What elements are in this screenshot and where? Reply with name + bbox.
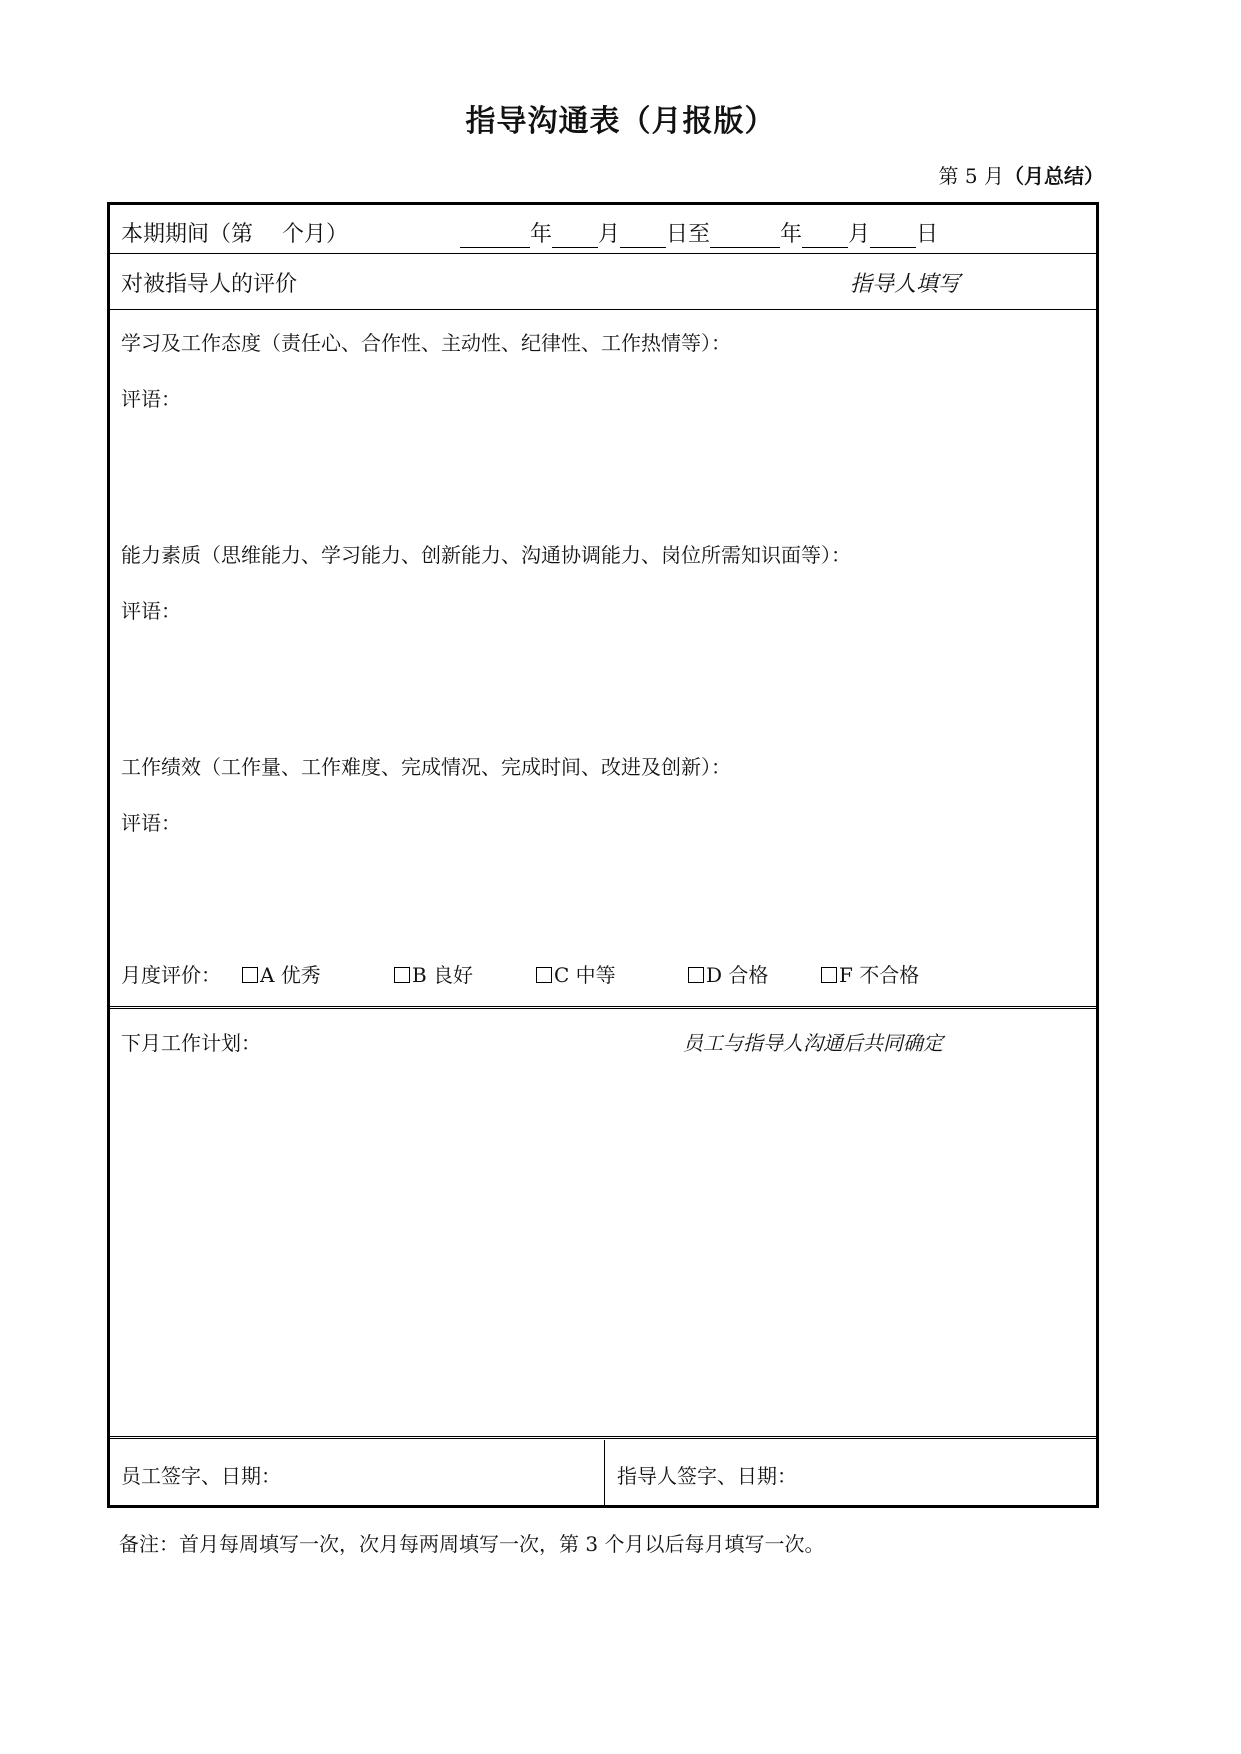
start-month-field[interactable]: [552, 225, 598, 248]
checkbox-icon[interactable]: [536, 967, 552, 983]
end-year-unit: 年: [780, 222, 803, 247]
month-number: 第 5 月: [938, 164, 1004, 188]
footnote: 备注：首月每周填写一次，次月每两周填写一次，第 3 个月以后每月填写一次。: [119, 1532, 825, 1556]
rating-option-a[interactable]: A 优秀: [242, 959, 321, 988]
start-day-field[interactable]: [620, 225, 666, 248]
ability-heading: 能力素质（思维能力、学习能力、创新能力、沟通协调能力、岗位所需知识面等）：: [121, 543, 851, 567]
checkbox-icon[interactable]: [821, 967, 837, 983]
attitude-comment-label: 评语：: [121, 387, 181, 411]
divider: [110, 309, 1096, 310]
end-day-unit: 日: [916, 222, 939, 247]
end-year-field[interactable]: [710, 225, 780, 248]
end-month-unit: 月: [848, 222, 871, 247]
period-label: 本期期间（第 个月）: [121, 222, 348, 247]
checkbox-icon[interactable]: [688, 967, 704, 983]
evaluation-label: 对被指导人的评价: [121, 272, 298, 297]
start-month-unit: 月: [598, 222, 621, 247]
rating-option-d[interactable]: D 合格: [688, 959, 768, 988]
next-month-plan-label: 下月工作计划：: [121, 1031, 261, 1055]
end-day-field[interactable]: [870, 225, 916, 248]
divider: [110, 1006, 1096, 1009]
checkbox-icon[interactable]: [242, 967, 258, 983]
start-year-unit: 年: [530, 222, 553, 247]
monthly-rating: [121, 959, 920, 988]
monthly-rating-label: 月度评价：: [121, 963, 221, 987]
month-summary-tag: （月总结）: [1004, 164, 1104, 188]
start-day-unit: 日至: [666, 222, 711, 247]
divider: [110, 1436, 1096, 1439]
signature-divider: [604, 1440, 605, 1505]
evaluation-filler-note: 指导人填写: [850, 272, 961, 297]
checkbox-icon[interactable]: [394, 967, 410, 983]
month-label: [939, 160, 1104, 189]
employee-signature-label: 员工签字、日期：: [121, 1464, 281, 1488]
performance-comment-label: 评语：: [121, 811, 181, 835]
mentor-signature-label: 指导人签字、日期：: [617, 1464, 797, 1488]
end-month-field[interactable]: [802, 225, 848, 248]
next-month-plan-note: 员工与指导人沟通后共同确定: [683, 1031, 943, 1055]
rating-option-b[interactable]: B 良好: [394, 959, 473, 988]
rating-option-c[interactable]: C 中等: [536, 959, 616, 988]
period-dates: [460, 217, 938, 248]
mentoring-form: [107, 202, 1099, 1508]
attitude-heading: 学习及工作态度（责任心、合作性、主动性、纪律性、工作热情等）：: [121, 331, 731, 355]
performance-heading: 工作绩效（工作量、工作难度、完成情况、完成时间、改进及创新）：: [121, 755, 731, 779]
ability-comment-label: 评语：: [121, 599, 181, 623]
page-title: 指导沟通表（月报版）: [465, 104, 776, 139]
divider: [110, 253, 1096, 254]
start-year-field[interactable]: [460, 225, 530, 248]
rating-option-f[interactable]: F 不合格: [821, 959, 919, 988]
